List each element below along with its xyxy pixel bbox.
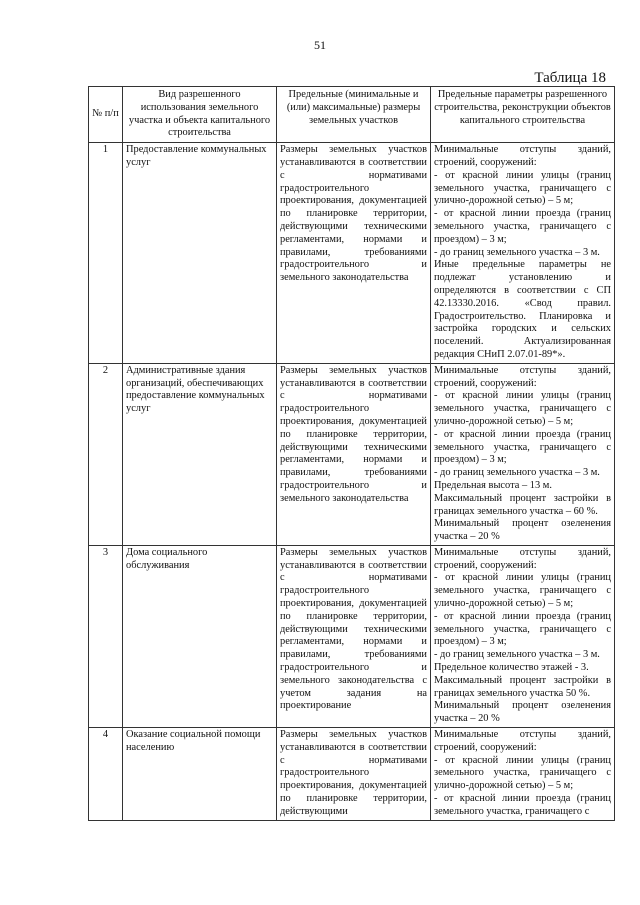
param-line: - от красной линии улицы (границ земельного участка, граничащего с улично-дорожной сетью) – 5 м; bbox=[434, 169, 611, 207]
table-row bbox=[89, 363, 615, 545]
row-kind: Дома социального обслуживания bbox=[123, 545, 277, 727]
table-row bbox=[89, 143, 615, 364]
row-kind: Оказание социальной помощи населению bbox=[123, 728, 277, 821]
param-line: - от красной линии проезда (границ земельного участка, граничащего с проездом) – 3 м; bbox=[434, 610, 611, 648]
table-row bbox=[89, 728, 615, 821]
header-params: Предельные параметры разрешенного строительства, реконструкции объектов капитального строительства bbox=[431, 87, 615, 143]
row-params bbox=[431, 143, 615, 364]
page-number: 51 bbox=[314, 38, 326, 52]
row-num: 4 bbox=[89, 728, 123, 821]
row-params bbox=[431, 363, 615, 545]
param-line: Минимальные отступы зданий, строений, сооружений: bbox=[434, 144, 611, 168]
param-line: Минимальный процент озеленения участка – 20 % bbox=[434, 700, 611, 725]
param-line: Максимальный процент застройки в границах земельного участка 50 %. bbox=[434, 674, 611, 699]
header-num: № п/п bbox=[89, 87, 123, 143]
param-line: - от красной линии проезда (границ земельного участка, граничащего с проездом) – 3 м; bbox=[434, 428, 611, 466]
param-line: Предельное количество этажей - 3. bbox=[434, 662, 589, 674]
row-num: 2 bbox=[89, 363, 123, 545]
row-size: Размеры земельных участков устанавливаются в соответствии с нормативами градостроительного проектирования, документацией по планировке территории, действующими техническими регламентами, нормами и правилами, требованиями градостроительного и земельного законодательства bbox=[277, 143, 431, 364]
header-kind: Вид разрешенного использования земельного участка и объекта капитального строительства bbox=[123, 87, 277, 143]
header-size: Предельные (минимальные и (или) максимальные) размеры земельных участков bbox=[277, 87, 431, 143]
param-line: Минимальные отступы зданий, строений, сооружений: bbox=[434, 364, 611, 389]
row-size: Размеры земельных участков устанавливаются в соответствии с нормативами градостроительного проектирования, документацией по планировке территории, действующими bbox=[277, 728, 431, 821]
param-line: - от красной линии проезда (границ земельного участка, граничащего с проездом) – 3 м; bbox=[434, 208, 611, 245]
param-line: - до границ земельного участка – 3 м. bbox=[434, 467, 600, 479]
row-kind: Административные здания организаций, обеспечивающих предоставление коммунальных услуг bbox=[123, 363, 277, 545]
param-line: - от красной линии улицы (границ земельного участка, граничащего с улично-дорожной сетью) – 5 м; bbox=[434, 572, 611, 610]
param-line: Максимальный процент застройки в границах земельного участка – 60 %. bbox=[434, 492, 611, 517]
param-line: - от красной линии проезда (границ земельного участка, граничащего с bbox=[434, 793, 611, 817]
row-size: Размеры земельных участков устанавливаются в соответствии с нормативами градостроительного проектирования, документацией по планировке территории, действующими техническими регламентами, нормами и правилами, требованиями градостроительного и земельного законодательства с учетом задания на проектирование bbox=[277, 545, 431, 727]
param-line: Иные предельные параметры не подлежат установлению и определяются в соответствии с СП 42.13330.2016. «Свод правил. Градостроительство. Планировка и застройка городских и сельских поселений. Актуализированная редакция СНиП 2.07.01-89*». bbox=[434, 259, 611, 360]
param-line: Предельная высота – 13 м. bbox=[434, 479, 552, 491]
row-size: Размеры земельных участков устанавливаются в соответствии с нормативами градостроительного проектирования, документацией по планировке территории, действующими техническими регламентами, нормами и правилами, требованиями градостроительного и земельного законодательства bbox=[277, 363, 431, 545]
row-params bbox=[431, 545, 615, 727]
param-line: - от красной линии улицы (границ земельного участка, граничащего с улично-дорожной сетью) – 5 м; bbox=[434, 754, 611, 792]
table-caption: Таблица 18 bbox=[534, 70, 606, 86]
param-line: Минимальный процент озеленения участка – 20 % bbox=[434, 518, 611, 543]
table-header-row bbox=[89, 87, 615, 143]
regulations-table bbox=[88, 86, 615, 821]
row-kind: Предоставление коммунальных услуг bbox=[123, 143, 277, 364]
param-line: Минимальные отступы зданий, строений, сооружений: bbox=[434, 546, 611, 571]
param-line: - до границ земельного участка – 3 м. bbox=[434, 246, 600, 258]
table-row bbox=[89, 545, 615, 727]
param-line: - от красной линии улицы (границ земельного участка, граничащего с улично-дорожной сетью) – 5 м; bbox=[434, 390, 611, 427]
row-num: 3 bbox=[89, 545, 123, 727]
row-num: 1 bbox=[89, 143, 123, 364]
param-line: - до границ земельного участка – 3 м. bbox=[434, 649, 600, 661]
row-params bbox=[431, 728, 615, 821]
param-line: Минимальные отступы зданий, строений, сооружений: bbox=[434, 729, 611, 753]
